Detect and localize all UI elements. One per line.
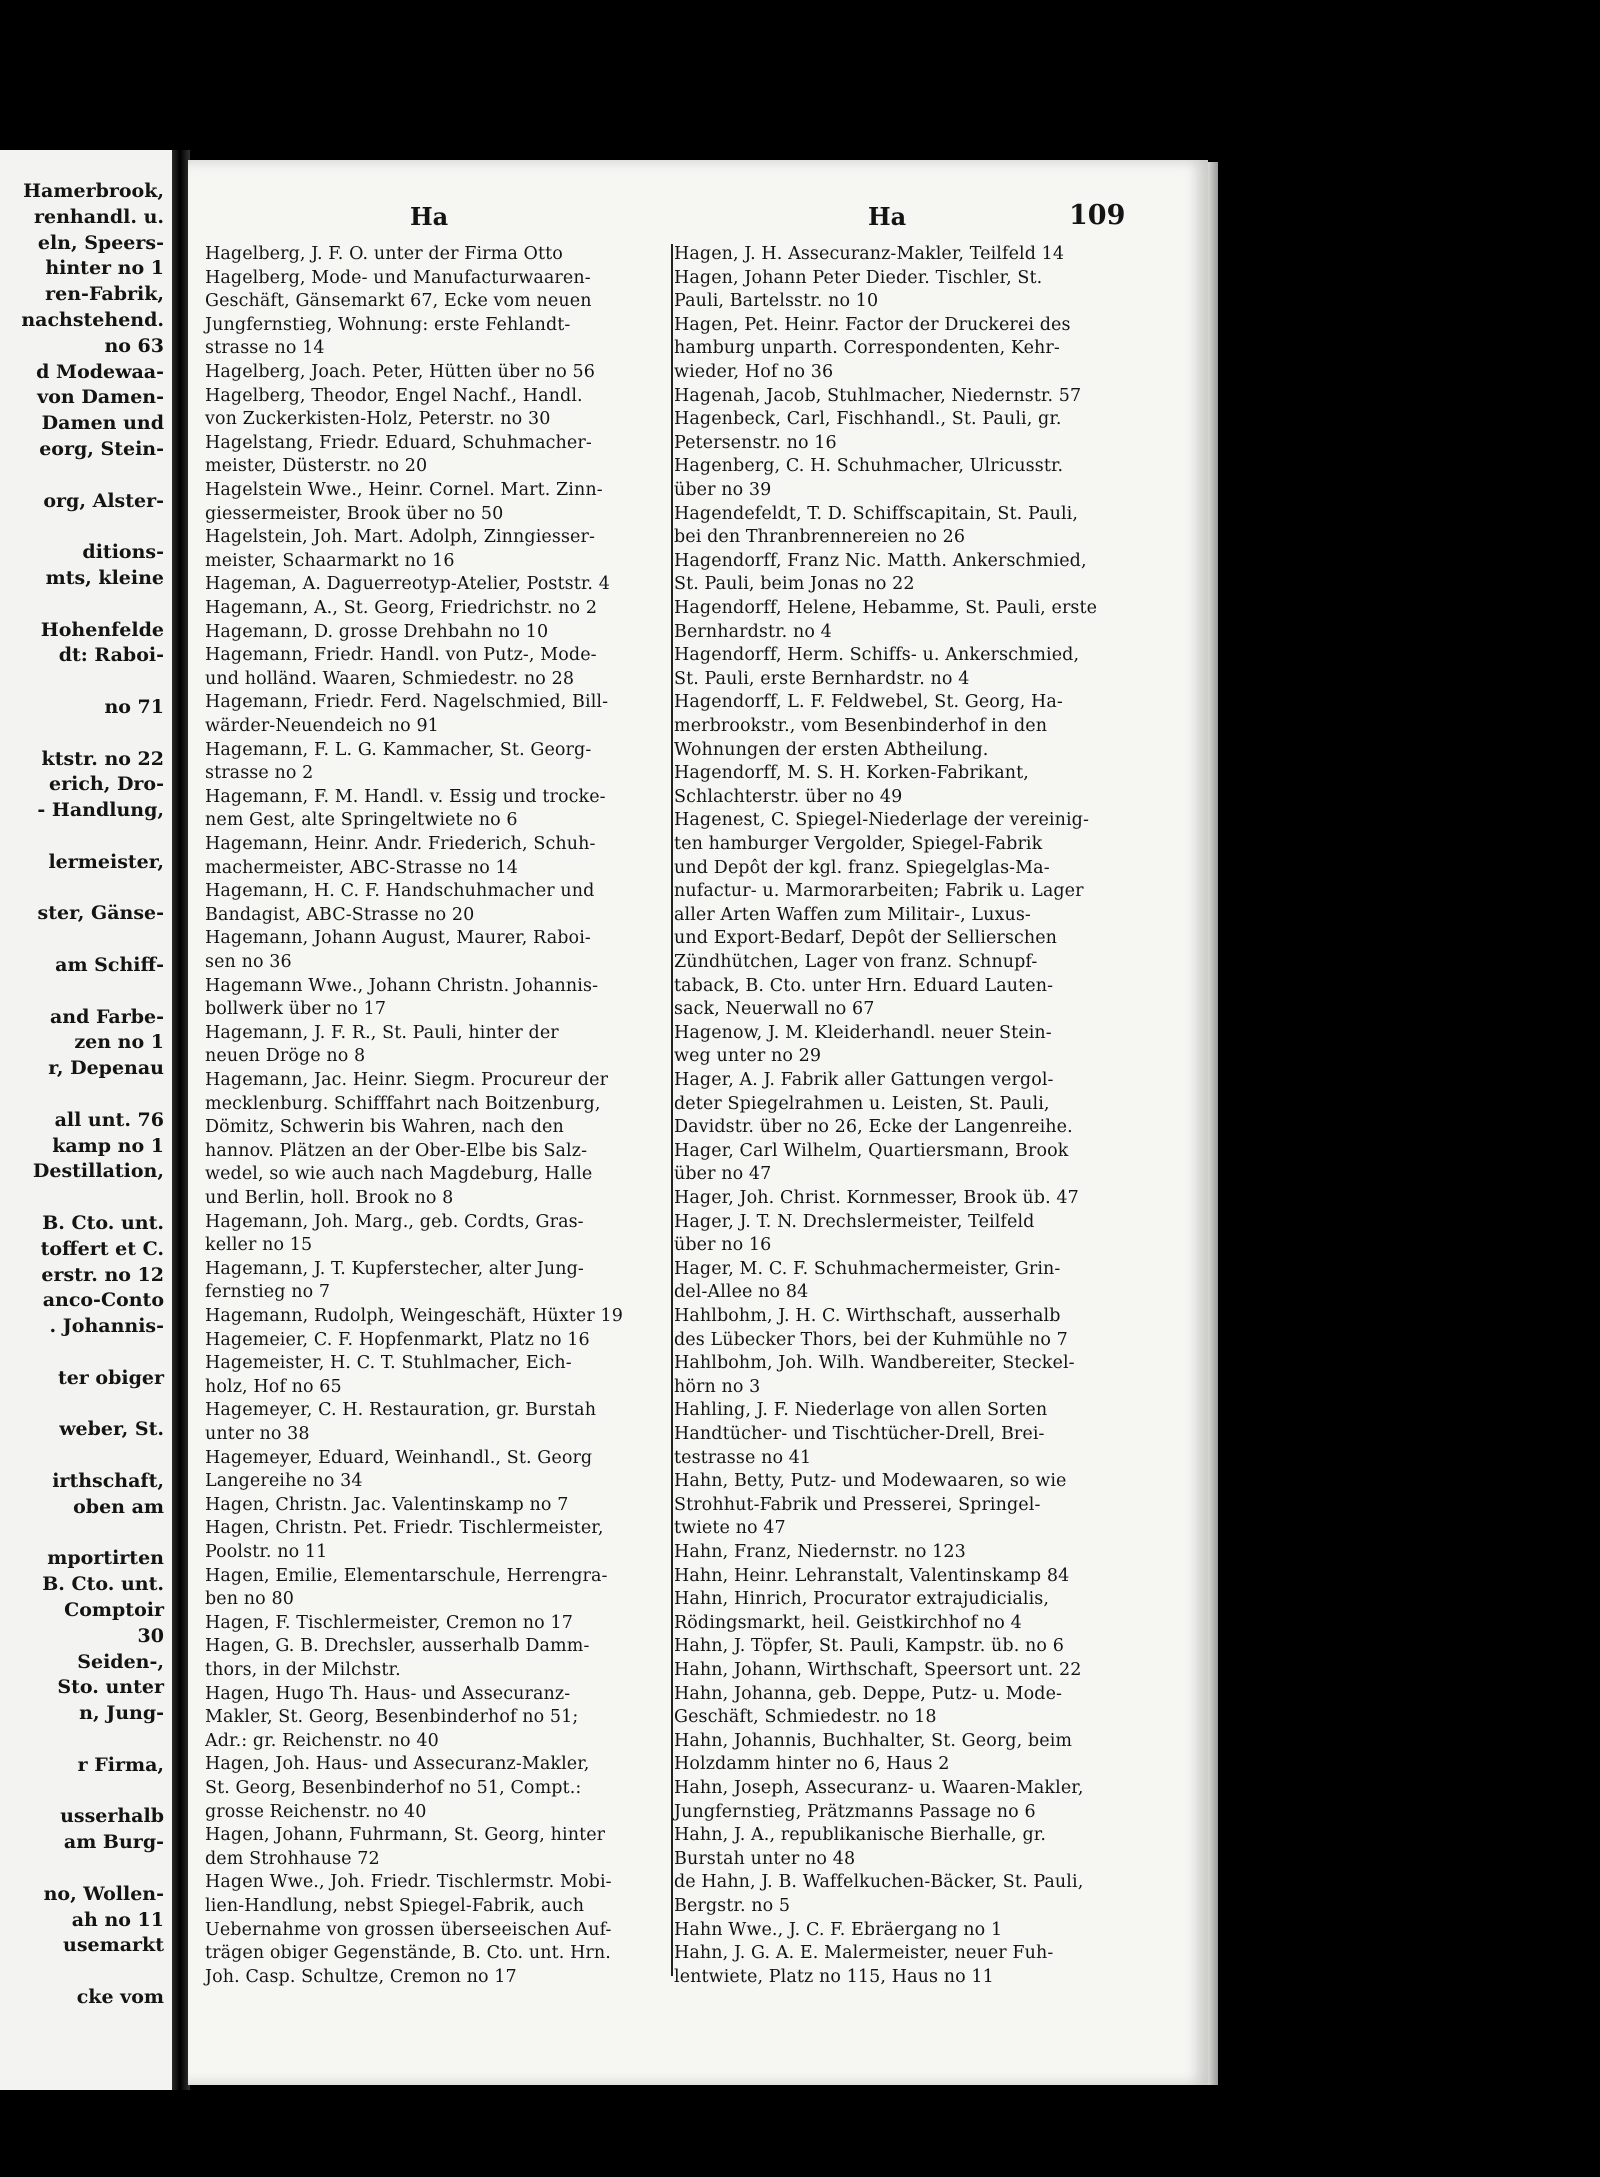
entry-left-line: Uebernahme von grossen überseeischen Auf- <box>205 1919 612 1940</box>
entry-left-line: bollwerk über no 17 <box>205 999 387 1020</box>
left-fragment-line: no 71 <box>104 696 164 718</box>
entry-right-line: Hager, Carl Wilhelm, Quartiersmann, Brook <box>674 1140 1069 1161</box>
entry-left-line: strasse no 2 <box>205 763 314 784</box>
entry-left-line: Hagelberg, Mode- und Manufacturwaaren- <box>205 267 591 288</box>
left-fragment-line: no 63 <box>104 334 164 357</box>
entry-left-line: nem Gest, alte Springeltwiete no 6 <box>205 810 518 831</box>
entry-left-line: Hagemeyer, Eduard, Weinhandl., St. Georg <box>205 1447 593 1468</box>
entry-left-line: Hagemann, J. T. Kupferstecher, alter Jung- <box>205 1258 584 1279</box>
entry-left-line: Dömitz, Schwerin bis Wahren, nach den <box>205 1117 564 1138</box>
entry-right-line: und Export-Bedarf, Depôt der Sellierschen <box>674 928 1058 949</box>
entry-left-line: Hagen, Johann, Fuhrmann, St. Georg, hinter <box>205 1825 606 1846</box>
entry-right-line: Hager, J. T. N. Drechslermeister, Teilfeld <box>674 1211 1035 1232</box>
entry-right-line: Hagendefeldt, T. D. Schiffscapitain, St. Pauli, <box>674 503 1079 524</box>
entry-left-line: Hagelberg, J. F. O. unter der Firma Otto <box>205 244 563 264</box>
left-fragment-line: ah no 11 <box>71 1908 164 1931</box>
entry-left-line: Hagemann, D. grosse Drehbahn no 10 <box>205 621 549 642</box>
entry-right-line: ten hamburger Vergolder, Spiegel-Fabrik <box>674 834 1043 854</box>
entry-left-line: Hagemeister, H. C. T. Stuhlmacher, Eich- <box>205 1353 572 1374</box>
left-fragment-line: nachstehend. <box>21 309 164 331</box>
entry-left-line: Hagen, F. Tischlermeister, Cremon no 17 <box>205 1612 573 1633</box>
entry-left-line: Hagelberg, Theodor, Engel Nachf., Handl. <box>205 385 583 406</box>
left-fragment-line: Hohenfelde <box>40 618 164 641</box>
entry-right-line: Hahn, Hinrich, Procurator extrajudicialis, <box>674 1589 1050 1610</box>
left-fragment-line: B. Cto. unt. <box>42 1212 164 1234</box>
entry-right-line: Petersenstr. no 16 <box>674 432 837 453</box>
entry-right-line: lentwiete, Platz no 115, Haus no 11 <box>674 1966 994 1987</box>
entry-left-line: Adr.: gr. Reichenstr. no 40 <box>205 1730 439 1751</box>
entry-left-line: Hagen, G. B. Drechsler, ausserhalb Damm- <box>205 1636 590 1657</box>
entry-right-line: Holzdamm hinter no 6, Haus 2 <box>674 1754 950 1775</box>
entry-right-line: Davidstr. über no 26, Ecke der Langenreihe. <box>674 1117 1073 1138</box>
left-fragment-line: toffert et C. <box>40 1237 164 1260</box>
left-fragment-line: and Farbe- <box>49 1005 164 1028</box>
entry-right-line: Hahn Wwe., J. C. F. Ebräergang no 1 <box>674 1919 1003 1940</box>
entry-right-line: St. Pauli, beim Jonas no 22 <box>674 574 915 595</box>
left-fragment-line: Destillation, <box>32 1160 164 1183</box>
left-fragment-line: irthschaft, <box>52 1470 164 1492</box>
entry-right-line: de Hahn, J. B. Waffelkuchen-Bäcker, St. Pauli, <box>674 1872 1084 1893</box>
entry-left-line: Joh. Casp. Schultze, Cremon no 17 <box>205 1966 517 1987</box>
left-fragment-line: - Handlung, <box>37 799 164 822</box>
entry-left-line: Hagemann, Jac. Heinr. Siegm. Procureur der <box>205 1070 609 1090</box>
entry-right-line: über no 16 <box>674 1235 772 1256</box>
entry-left-line: unter no 38 <box>205 1424 310 1444</box>
entry-right-line: Hagenbeck, Carl, Fischhandl., St. Pauli, gr. <box>674 409 1062 430</box>
entry-left-line: dem Strohhause 72 <box>205 1848 380 1869</box>
entry-left-line: trägen obiger Gegenstände, B. Cto. unt. Hrn. <box>205 1943 611 1964</box>
entry-right-line: Bergstr. no 5 <box>674 1896 791 1916</box>
entry-right-line: wieder, Hof no 36 <box>674 362 834 382</box>
entry-left-line: Hagen Wwe., Joh. Friedr. Tischlermstr. Mobi- <box>205 1872 612 1893</box>
entry-left-line: sen no 36 <box>205 952 292 972</box>
entry-left-line: fernstieg no 7 <box>205 1282 331 1303</box>
entry-left-line: und holländ. Waaren, Schmiedestr. no 28 <box>205 668 575 689</box>
entry-left-line: Hagen, Christn. Jac. Valentinskamp no 7 <box>205 1494 569 1515</box>
entry-left-line: lien-Handlung, nebst Spiegel-Fabrik, auch <box>205 1896 585 1916</box>
page-edge <box>1208 162 1218 2085</box>
left-fragment-line: r Firma, <box>77 1753 164 1776</box>
entry-right-line: Hager, M. C. F. Schuhmachermeister, Grin- <box>674 1258 1061 1279</box>
left-fragment-line: Comptoir <box>64 1599 164 1621</box>
entry-right-line: Hagendorff, Herm. Schiffs- u. Ankerschmied, <box>674 645 1080 666</box>
left-fragment-line: hinter no 1 <box>45 257 164 280</box>
entry-right-line: Hahn, J. G. A. E. Malermeister, neuer Fuh- <box>674 1943 1054 1964</box>
left-fragment-line: von Damen- <box>37 386 164 409</box>
entry-left-line: Hagelstein, Joh. Mart. Adolph, Zinngiesser- <box>205 527 595 548</box>
entry-right-line: merbrookstr., vom Besenbinderhof in den <box>674 716 1048 736</box>
entry-right-line: Handtücher- und Tischtücher-Drell, Brei- <box>674 1424 1045 1444</box>
left-fragment-line: eln, Speers- <box>37 231 164 254</box>
entry-left-line: Hagelstang, Friedr. Eduard, Schuhmacher- <box>205 432 592 453</box>
left-fragment-line: weber, St. <box>59 1418 164 1441</box>
entry-right-line: Strohhut-Fabrik und Presserei, Springel- <box>674 1494 1041 1515</box>
left-fragment-line: kamp no 1 <box>52 1134 164 1157</box>
entry-right-line: Bernhardstr. no 4 <box>674 621 832 642</box>
header-left-title: Ha <box>410 202 449 231</box>
left-fragment-line: usemarkt <box>63 1934 164 1957</box>
entry-right-line: aller Arten Waffen zum Militair-, Luxus- <box>674 904 1031 925</box>
page-number: 109 <box>1069 200 1126 231</box>
entry-right-line: Hagendorff, Franz Nic. Matth. Ankerschmied, <box>674 550 1087 571</box>
entry-right-line: Geschäft, Schmiedestr. no 18 <box>674 1707 937 1728</box>
entry-left-line: machermeister, ABC-Strasse no 14 <box>205 857 518 878</box>
entry-left-line: Hagemeier, C. F. Hopfenmarkt, Platz no 16 <box>205 1329 590 1350</box>
entry-right-line: Hagenberg, C. H. Schuhmacher, Ulricusstr. <box>674 456 1064 477</box>
entry-left-line: wedel, so wie auch nach Magdeburg, Halle <box>205 1164 593 1185</box>
entry-left-line: Hagelstein Wwe., Heinr. Cornel. Mart. Zinn- <box>205 480 603 500</box>
entry-left-line: keller no 15 <box>205 1235 313 1256</box>
entry-right-line: weg unter no 29 <box>674 1046 822 1067</box>
left-fragment-line: Hamerbrook, <box>23 180 164 202</box>
entry-left-line: Hagemann, F. M. Handl. v. Essig und trocke- <box>205 786 606 807</box>
entry-left-line: Langereihe no 34 <box>205 1471 363 1492</box>
entry-right-line: Hahn, Johannis, Buchhalter, St. Georg, beim <box>674 1730 1073 1751</box>
left-fragment-line: ktstr. no 22 <box>41 747 164 770</box>
entry-right-line: Hahn, Heinr. Lehranstalt, Valentinskamp 84 <box>674 1565 1070 1586</box>
entry-right-line: Burstah unter no 48 <box>674 1848 856 1869</box>
left-fragment-line: . Johannis- <box>49 1315 164 1338</box>
entry-right-line: Hahn, J. A., republikanische Bierhalle, gr. <box>674 1825 1047 1846</box>
entry-left-line: Hageman, A. Daguerreotyp-Atelier, Poststr. 4 <box>205 574 610 595</box>
entry-right-line: und Depôt der kgl. franz. Spiegelglas-Ma- <box>674 857 1050 878</box>
entry-right-line: Hagendorff, L. F. Feldwebel, St. Georg, Ha- <box>674 692 1063 713</box>
entry-left-line: Hagemann, F. L. G. Kammacher, St. Georg- <box>205 739 592 760</box>
entry-right-line: taback, B. Cto. unter Hrn. Eduard Lauten- <box>674 975 1054 996</box>
entry-right-line: des Lübecker Thors, bei der Kuhmühle no 7 <box>674 1329 1068 1350</box>
entry-right-line: Schlachterstr. über no 49 <box>674 786 903 807</box>
entry-left-line: Poolstr. no 11 <box>205 1542 328 1562</box>
entry-right-line: Hagen, J. H. Assecuranz-Makler, Teilfeld 14 <box>674 244 1065 264</box>
left-fragment-line: 30 <box>137 1624 164 1647</box>
left-fragment-line: n, Jung- <box>79 1702 164 1725</box>
entry-left-line: Hagemann, Friedr. Ferd. Nagelschmied, Bill- <box>205 692 609 713</box>
entry-left-line: strasse no 14 <box>205 338 325 359</box>
entry-left-line: Hagemann, Joh. Marg., geb. Cordts, Gras- <box>205 1211 584 1232</box>
left-fragment-line: org, Alster- <box>43 489 164 512</box>
entry-left-line: Hagen, Emilie, Elementarschule, Herrengra- <box>205 1565 608 1586</box>
entry-right-line: Hagenest, C. Spiegel-Niederlage der vereinig- <box>674 810 1089 831</box>
entry-left-line: Hagemann Wwe., Johann Christn. Johannis- <box>205 975 599 996</box>
entry-right-line: Hager, Joh. Christ. Kornmesser, Brook üb. 47 <box>674 1188 1079 1208</box>
entry-right-line: St. Pauli, erste Bernhardstr. no 4 <box>674 668 970 689</box>
entry-left-line: Hagen, Christn. Pet. Friedr. Tischlermeister, <box>205 1518 604 1539</box>
entry-left-line: St. Georg, Besenbinderhof no 51, Compt.: <box>205 1778 582 1798</box>
left-fragment-line: erstr. no 12 <box>41 1263 164 1286</box>
entry-right-line: Hagenah, Jacob, Stuhlmacher, Niedernstr. 57 <box>674 385 1082 406</box>
left-fragment-line: Sto. unter <box>57 1676 164 1699</box>
entry-right-line: Jungfernstieg, Prätzmanns Passage no 6 <box>674 1801 1036 1822</box>
entry-left-line: Hagelberg, Joach. Peter, Hütten über no 56 <box>205 362 595 382</box>
entry-left-line: grosse Reichenstr. no 40 <box>205 1801 427 1822</box>
entry-right-line: Rödingsmarkt, heil. Geistkirchhof no 4 <box>674 1612 1022 1633</box>
entry-left-line: Geschäft, Gänsemarkt 67, Ecke vom neuen <box>205 291 592 312</box>
left-fragment-line: am Schiff- <box>55 954 164 976</box>
entry-left-line: und Berlin, holl. Brook no 8 <box>205 1188 454 1208</box>
left-fragment-line: renhandl. u. <box>33 205 164 228</box>
entry-left-line: Makler, St. Georg, Besenbinderhof no 51; <box>205 1707 579 1728</box>
entry-left-line: wärder-Neuendeich no 91 <box>205 716 439 736</box>
entry-right-line: Pauli, Bartelsstr. no 10 <box>674 291 879 312</box>
entry-left-line: Hagemann, Johann August, Maurer, Raboi- <box>205 928 591 949</box>
left-fragment-line: r, Depenau <box>48 1057 164 1080</box>
entry-left-line: Hagemeyer, C. H. Restauration, gr. Burstah <box>205 1400 597 1421</box>
left-fragment-line: cke vom <box>76 1986 164 2008</box>
left-fragment-line: ditions- <box>82 541 164 564</box>
entry-right-line: Hagen, Johann Peter Dieder. Tischler, St. <box>674 267 1043 288</box>
entry-left-line: Hagemann, Friedr. Handl. von Putz-, Mode- <box>205 645 597 666</box>
left-fragment-line: lermeister, <box>48 850 164 873</box>
entry-left-line: holz, Hof no 65 <box>205 1376 342 1397</box>
left-fragment-line: no, Wollen- <box>43 1882 164 1905</box>
entry-right-line: Hagendorff, Helene, Hebamme, St. Pauli, erste <box>674 598 1098 618</box>
entry-left-line: ben no 80 <box>205 1589 294 1610</box>
header-right-title: Ha <box>868 202 907 231</box>
entry-left-line: Bandagist, ABC-Strasse no 20 <box>205 904 475 925</box>
entry-left-line: Hagen, Hugo Th. Haus- und Assecuranz- <box>205 1683 571 1704</box>
entry-left-line: Hagen, Joh. Haus- und Assecuranz-Makler, <box>205 1754 590 1775</box>
entry-right-line: Wohnungen der ersten Abtheilung. <box>674 739 989 760</box>
left-fragment-line: oben am <box>73 1495 164 1518</box>
entry-right-line: del-Allee no 84 <box>674 1282 809 1303</box>
left-fragment-line: zen no 1 <box>74 1031 164 1054</box>
entry-left-line: hannov. Plätzen an der Ober-Elbe bis Salz- <box>205 1140 588 1161</box>
entry-right-line: Hagen, Pet. Heinr. Factor der Druckerei des <box>674 314 1071 335</box>
left-fragment-line: mts, kleine <box>45 567 164 589</box>
left-fragment-line: Damen und <box>41 412 164 435</box>
entry-right-line: Hahn, Joseph, Assecuranz- u. Waaren-Makler, <box>674 1778 1084 1798</box>
entry-right-line: Hahn, Franz, Niedernstr. no 123 <box>674 1542 966 1562</box>
entry-right-line: Hager, A. J. Fabrik aller Gattungen vergol- <box>674 1070 1054 1090</box>
entry-right-line: Hagendorff, M. S. H. Korken-Fabrikant, <box>674 763 1029 784</box>
entry-left-line: neuen Dröge no 8 <box>205 1046 366 1067</box>
left-page-fragment <box>0 150 172 2090</box>
left-fragment-line: ster, Gänse- <box>37 902 164 925</box>
column-divider <box>671 244 673 1976</box>
left-fragment-line: B. Cto. unt. <box>42 1573 164 1596</box>
entry-left-line: Hagemann, J. F. R., St. Pauli, hinter der <box>205 1022 559 1043</box>
entry-right-line: twiete no 47 <box>674 1518 786 1539</box>
entry-left-line: Hagemann, A., St. Georg, Friedrichstr. no 2 <box>205 598 598 618</box>
entry-right-line: Hahn, Johanna, geb. Deppe, Putz- u. Mode- <box>674 1683 1063 1704</box>
left-fragment-line: anco-Conto <box>42 1289 164 1312</box>
entry-left-line: meister, Düsterstr. no 20 <box>205 456 428 477</box>
entry-left-line: Hagemann, Heinr. Andr. Friederich, Schuh- <box>205 834 596 854</box>
entry-left-line: Hagemann, Rudolph, Weingeschäft, Hüxter 19 <box>205 1306 623 1326</box>
left-fragment-line: ter obiger <box>57 1366 164 1389</box>
left-fragment-line: eorg, Stein- <box>39 438 164 460</box>
entry-right-line: nufactur- u. Marmorarbeiten; Fabrik u. Lager <box>674 881 1084 902</box>
left-fragment-line: all unt. 76 <box>54 1108 164 1131</box>
entry-right-line: Hahlbohm, J. H. C. Wirthschaft, ausserhalb <box>674 1306 1061 1326</box>
left-fragment-line: dt: Raboi- <box>58 644 164 667</box>
left-fragment-line: d Modewaa- <box>36 360 164 383</box>
left-fragment-line: usserhalb <box>60 1805 164 1828</box>
entry-right-line: hamburg unparth. Correspondenten, Kehr- <box>674 338 1060 359</box>
entry-right-line: bei den Thranbrennereien no 26 <box>674 527 966 548</box>
entry-right-line: sack, Neuerwall no 67 <box>674 999 875 1020</box>
left-fragment-line: erich, Dro- <box>49 773 164 796</box>
entry-right-line: Hahlbohm, Joh. Wilh. Wandbereiter, Steckel- <box>674 1353 1075 1374</box>
entry-right-line: Hahn, Betty, Putz- und Modewaaren, so wie <box>674 1471 1067 1492</box>
entry-right-line: Hahn, Johann, Wirthschaft, Speersort unt. 22 <box>674 1660 1082 1680</box>
entry-left-line: Jungfernstieg, Wohnung: erste Fehlandt- <box>205 314 571 335</box>
entry-left-line: giessermeister, Brook über no 50 <box>205 503 504 524</box>
entry-right-line: hörn no 3 <box>674 1376 761 1397</box>
entry-left-line: von Zuckerkisten-Holz, Peterstr. no 30 <box>205 409 551 430</box>
entry-right-line: über no 39 <box>674 480 772 500</box>
left-fragment-line: ren-Fabrik, <box>45 283 164 306</box>
entry-left-line: thors, in der Milchstr. <box>205 1660 401 1680</box>
left-fragment-line: mportirten <box>47 1547 164 1570</box>
left-fragment-line: Seiden-, <box>77 1650 164 1673</box>
entry-right-line: Hahling, J. F. Niederlage von allen Sorten <box>674 1400 1048 1421</box>
entry-right-line: Hagenow, J. M. Kleiderhandl. neuer Stein- <box>674 1022 1052 1043</box>
entry-right-line: deter Spiegelrahmen u. Leisten, St. Pauli, <box>674 1093 1050 1114</box>
entry-right-line: Zündhütchen, Lager von franz. Schnupf- <box>674 952 1038 972</box>
entry-right-line: testrasse no 41 <box>674 1447 812 1468</box>
entry-left-line: mecklenburg. Schifffahrt nach Boitzenburg, <box>205 1093 601 1114</box>
entry-right-line: über no 47 <box>674 1164 772 1185</box>
left-fragment-line: am Burg- <box>63 1831 164 1854</box>
entry-left-line: meister, Schaarmarkt no 16 <box>205 550 455 571</box>
entry-left-line: Hagemann, H. C. F. Handschuhmacher und <box>205 881 595 902</box>
entry-right-line: Hahn, J. Töpfer, St. Pauli, Kampstr. üb. no 6 <box>674 1636 1064 1657</box>
